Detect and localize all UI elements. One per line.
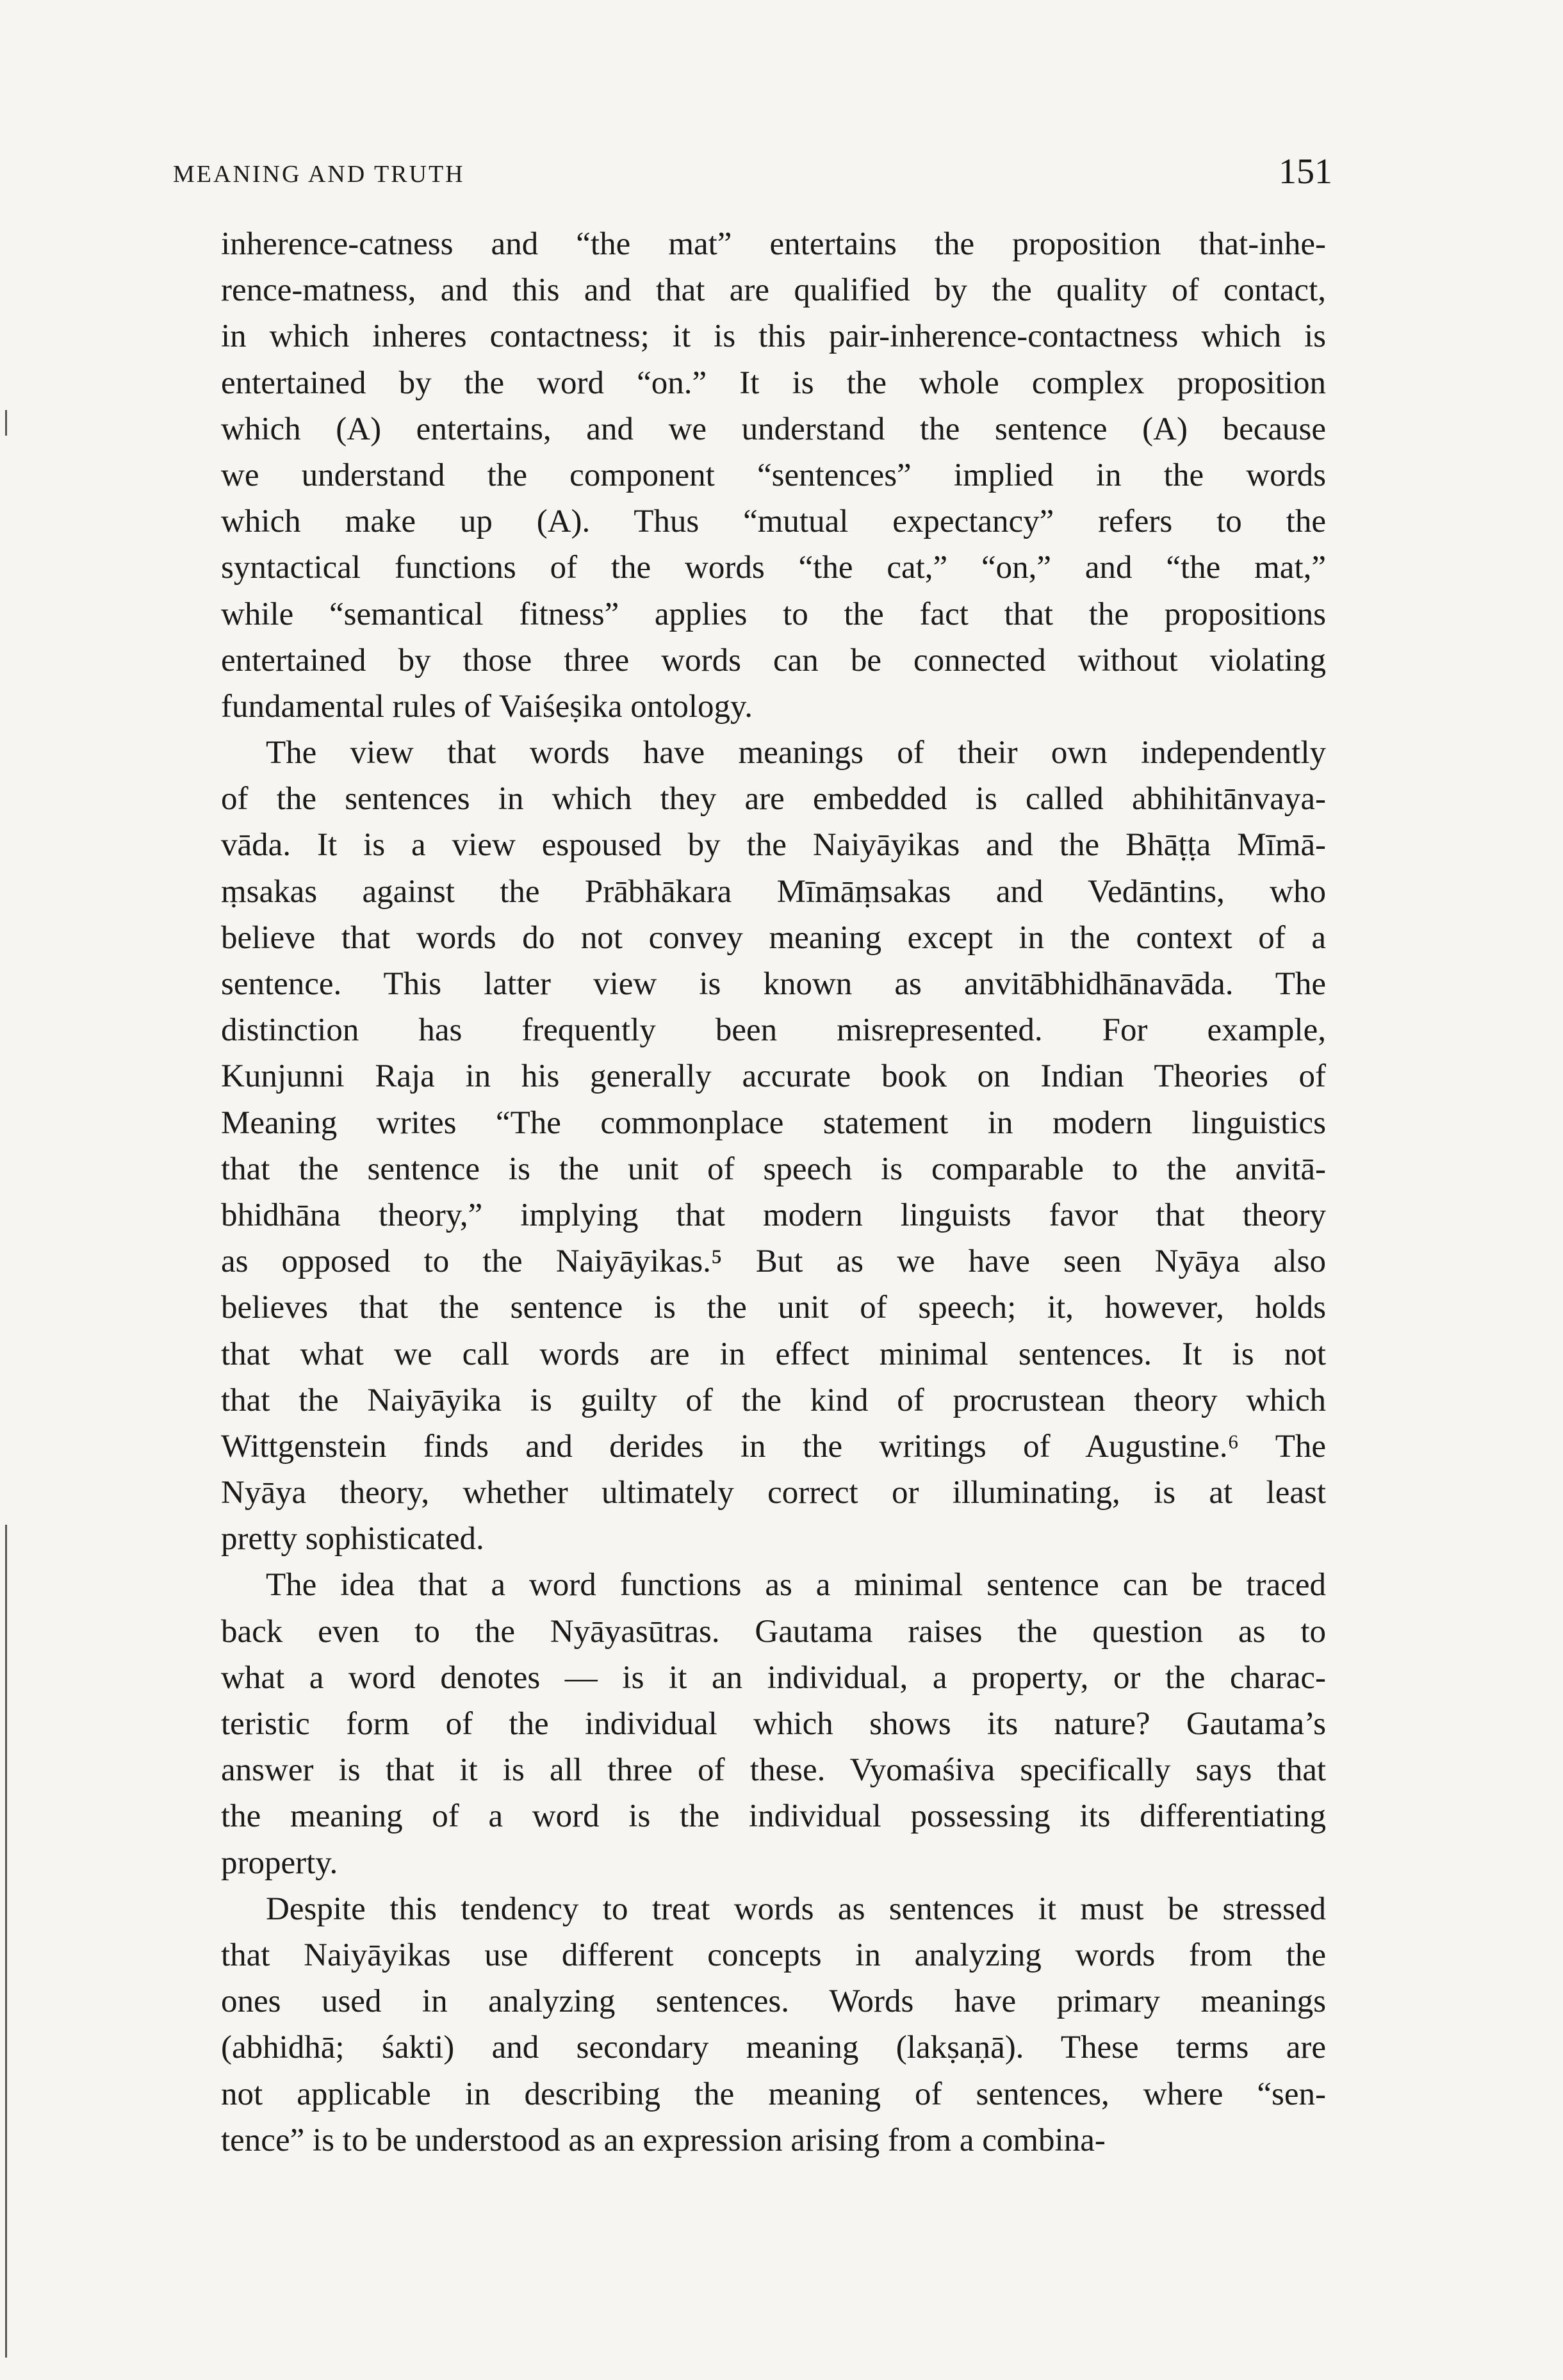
text-line: which (A) entertains, and we understand the sentence (A) because [221, 411, 1326, 447]
text-line: ones used in analyzing sentences. Words have primary meanings [221, 1983, 1326, 2020]
text-line: Nyāya theory, whether ultimately correct or illuminating, is at least [221, 1475, 1326, 1511]
text-line: property. [221, 1844, 338, 1881]
text-line: rence-matness, and this and that are qualified by the quality of contact, [221, 272, 1326, 309]
text-line: Meaning writes “The commonplace statement in modern linguistics [221, 1104, 1326, 1141]
text-line: ṃsakas against the Prābhākara Mīmāṃsakas and Vedāntins, who [221, 873, 1326, 910]
text-line: as opposed to the Naiyāyikas.⁵ But as we have seen Nyāya also [221, 1243, 1326, 1280]
text-line: Wittgenstein finds and derides in the writings of Augustine.⁶ The [221, 1428, 1326, 1465]
text-line: what a word denotes — is it an individual, a property, or the charac- [221, 1659, 1326, 1696]
text-line: which make up (A). Thus “mutual expectancy” refers to the [221, 504, 1326, 540]
text-line: tence” is to be understood as an expression arising from a combina- [221, 2122, 1106, 2158]
text-line: while “semantical fitness” applies to the fact that the propositions [221, 596, 1326, 632]
text-line: the meaning of a word is the individual possessing its differentiating [221, 1798, 1326, 1835]
text-line: believe that words do not convey meaning except in the context of a [221, 919, 1326, 956]
text-line: in which inheres contactness; it is this pair-inherence-contactness which is [221, 318, 1326, 355]
text-line: that what we call words are in effect minimal sentences. It is not [221, 1336, 1326, 1372]
text-line: entertained by those three words can be connected without violating [221, 642, 1326, 678]
binding-edge-mark [5, 1525, 7, 2358]
text-line: pretty sophisticated. [221, 1521, 484, 1557]
text-line: (abhidhā; śakti) and secondary meaning (lakṣaṇā). These terms are [221, 2030, 1326, 2066]
text-line: distinction has frequently been misrepresented. For example, [221, 1012, 1326, 1049]
running-head [173, 151, 1332, 196]
page-number: 151 [1279, 152, 1332, 192]
text-line: answer is that it is all three of these. Vyomaśiva specifically says that [221, 1752, 1326, 1789]
text-line: back even to the Nyāyasūtras. Gautama raises the question as to [221, 1613, 1326, 1650]
text-line: inherence-catness and “the mat” entertains the proposition that-inhe- [221, 226, 1326, 262]
paragraph [221, 1886, 1326, 2163]
running-title: MEANING AND TRUTH [173, 161, 465, 188]
binding-edge-mark [5, 410, 7, 436]
paragraph [221, 730, 1326, 1562]
text-line: syntactical functions of the words “the cat,” “on,” and “the mat,” [221, 550, 1326, 586]
text-line: that Naiyāyikas use different concepts in analyzing words from the [221, 1937, 1326, 1973]
text-line: entertained by the word “on.” It is the whole complex proposition [221, 365, 1326, 401]
text-line: of the sentences in which they are embedded is called abhihitānvaya- [221, 781, 1326, 817]
text-line: that the sentence is the unit of speech is comparable to the anvitā- [221, 1151, 1326, 1187]
paragraph [221, 1562, 1326, 1885]
text-line: The view that words have meanings of their own independently [266, 735, 1326, 771]
text-line: not applicable in describing the meaning of sentences, where “sen- [221, 2076, 1326, 2112]
paragraph [221, 221, 1326, 730]
page-body [221, 221, 1326, 2163]
text-line: Kunjunni Raja in his generally accurate book on Indian Theories of [221, 1058, 1326, 1095]
text-line: vāda. It is a view espoused by the Naiyāyikas and the Bhāṭṭa Mīmā- [221, 827, 1326, 864]
text-line: Despite this tendency to treat words as sentences it must be stressed [266, 1891, 1326, 1927]
text-line: sentence. This latter view is known as anvitābhidhānavāda. The [221, 966, 1326, 1002]
text-line: believes that the sentence is the unit of speech; it, however, holds [221, 1290, 1326, 1326]
text-line: we understand the component “sentences” implied in the words [221, 457, 1326, 493]
text-line: that the Naiyāyika is guilty of the kind of procrustean theory which [221, 1382, 1326, 1418]
text-line: teristic form of the individual which shows its nature? Gautama’s [221, 1706, 1326, 1742]
text-line: bhidhāna theory,” implying that modern linguists favor that theory [221, 1197, 1326, 1233]
text-line: fundamental rules of Vaiśeṣika ontology. [221, 688, 753, 725]
text-line: The idea that a word functions as a minimal sentence can be traced [266, 1567, 1326, 1604]
